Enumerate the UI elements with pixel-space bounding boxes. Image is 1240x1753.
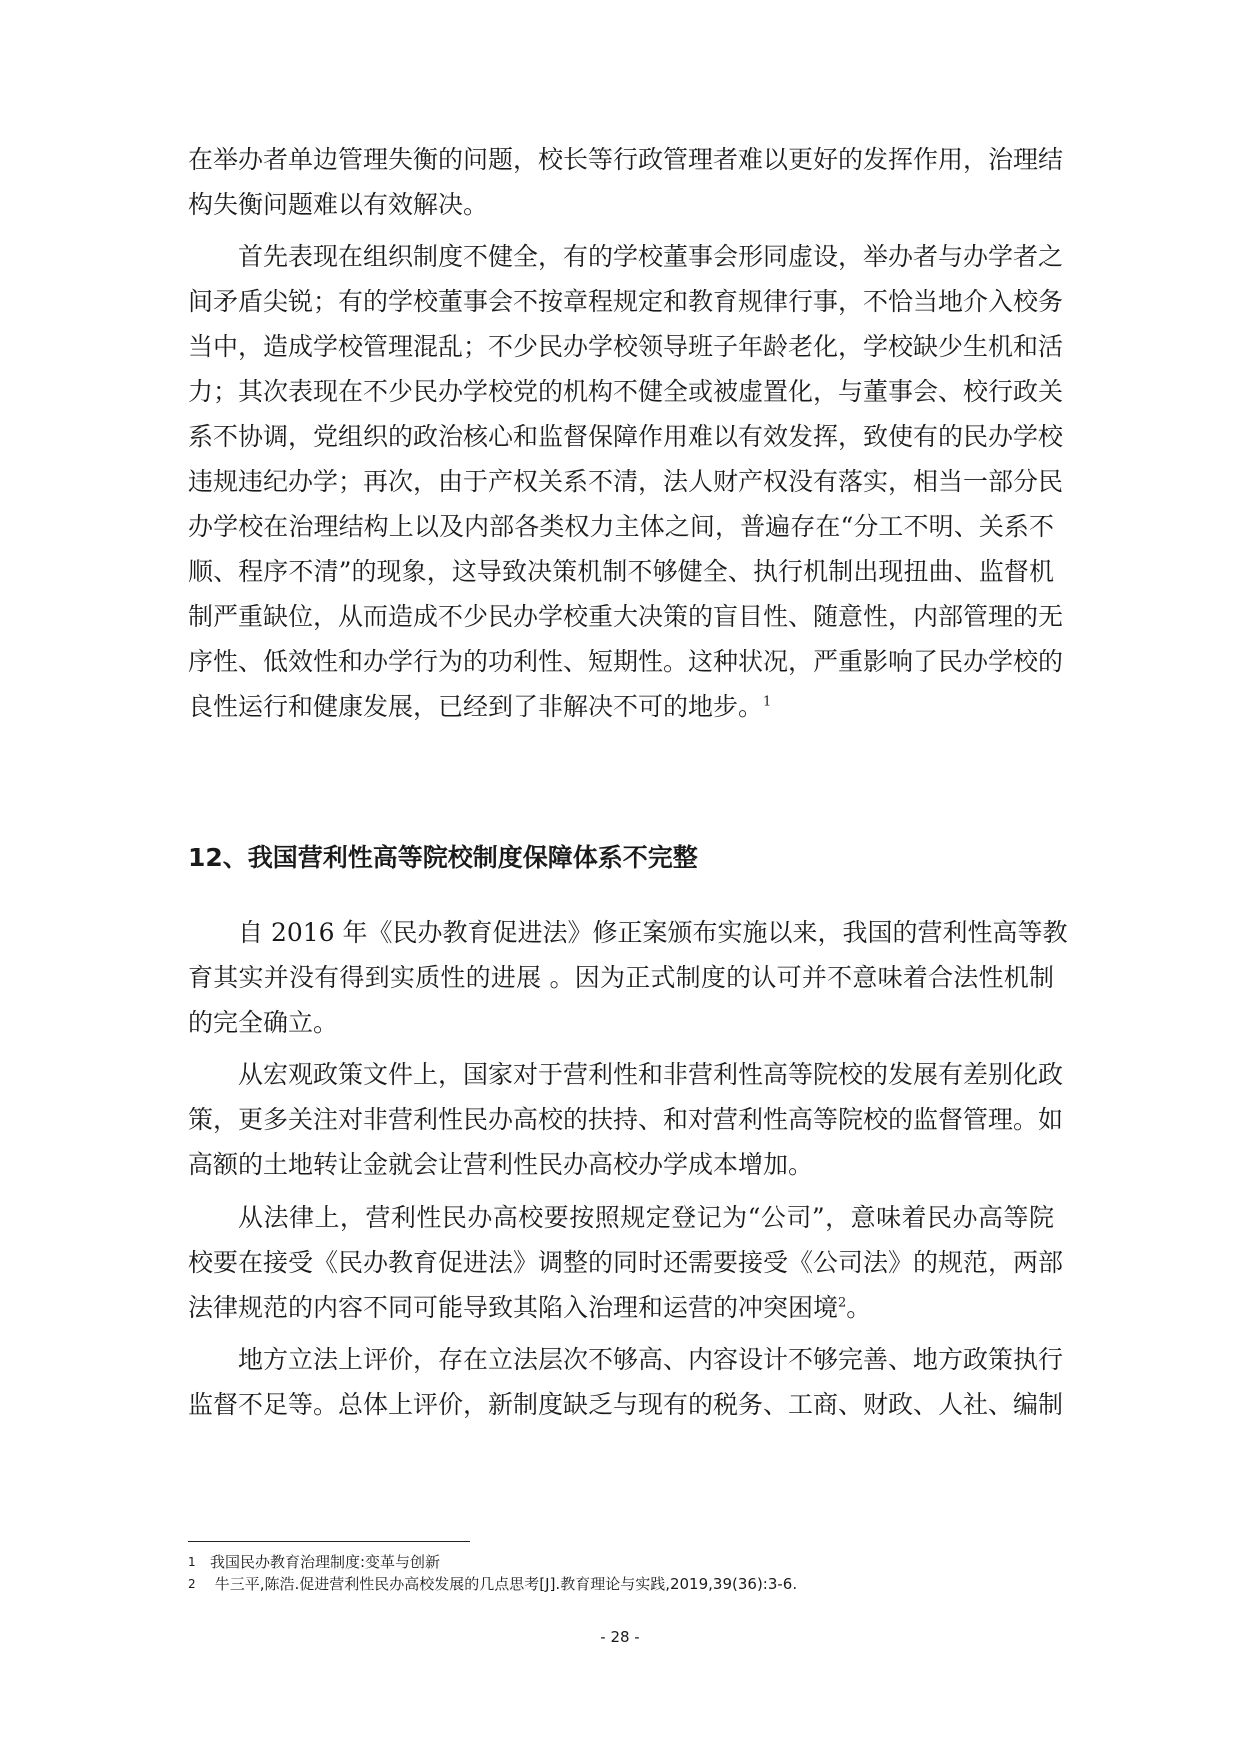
page-number: - 28 - (600, 1628, 640, 1646)
text-line: 间矛盾尖锐；有的学校董事会不按章程规定和教育规律行事，不恰当地介入校务 (188, 287, 1064, 316)
text-line: 首先表现在组织制度不健全，有的学校董事会形同虚设，举办者与办学者之 (238, 242, 1064, 271)
text-line-last (188, 1288, 871, 1328)
text-tail: 。 (846, 1293, 872, 1322)
text-line: 力；其次表现在不少民办学校党的机构不健全或被虚置化，与董事会、校行政关 (188, 377, 1064, 406)
text-line: 地方立法上评价，存在立法层次不够高、内容设计不够完善、地方政策执行 (238, 1345, 1064, 1374)
text-line: 自 2016 年《民办教育促进法》修正案颁布实施以来，我国的营利性高等教 (238, 918, 1068, 947)
text-line: 良性运行和健康发展，已经到了非解决不可的地步。 (188, 692, 764, 721)
text-line: 高额的土地转让金就会让营利性民办高校办学成本增加。 (188, 1150, 814, 1179)
footnote-2 (188, 1574, 797, 1594)
footnote-number: 2 (188, 1577, 196, 1591)
text-line: 从法律上，营利性民办高校要按照规定登记为“公司”，意味着民办高等院 (238, 1203, 1054, 1232)
text-line: 序性、低效性和办学行为的功利性、短期性。这种状况，严重影响了民办学校的 (188, 647, 1064, 676)
text-line: 在举办者单边管理失衡的问题，校长等行政管理者难以更好的发挥作用，治理结 (188, 145, 1064, 174)
text-line-last (188, 687, 771, 727)
text-line: 顺、程序不清”的现象，这导致决策机制不够健全、执行机制出现扭曲、监督机 (188, 557, 1054, 586)
text-line: 系不协调，党组织的政治核心和监督保障作用难以有效发挥，致使有的民办学校 (188, 422, 1064, 451)
footnote-number: 1 (188, 1555, 196, 1569)
text-line: 的完全确立。 (188, 1008, 339, 1037)
section-heading: 12、我国营利性高等院校制度保障体系不完整 (188, 843, 698, 872)
text-line: 策，更多关注对非营利性民办高校的扶持、和对营利性高等院校的监督管理。如 (188, 1105, 1064, 1134)
text-line: 从宏观政策文件上，国家对于营利性和非营利性高等院校的发展有差别化政 (238, 1060, 1064, 1089)
footnote-ref-1[interactable]: 1 (763, 694, 772, 710)
text-line: 校要在接受《民办教育促进法》调整的同时还需要接受《公司法》的规范，两部 (188, 1248, 1064, 1277)
text-line: 违规违纪办学；再次，由于产权关系不清，法人财产权没有落实，相当一部分民 (188, 467, 1064, 496)
footnote-separator (188, 1541, 470, 1542)
text-line: 法律规范的内容不同可能导致其陷入治理和运营的冲突困境 (188, 1293, 839, 1322)
footnote-ref-2[interactable]: 2 (838, 1295, 847, 1311)
text-line: 构失衡问题难以有效解决。 (188, 190, 489, 219)
footnote-text: 我国民办教育治理制度:变革与创新 (210, 1553, 441, 1571)
text-line: 制严重缺位，从而造成不少民办学校重大决策的盲目性、随意性，内部管理的无 (188, 602, 1064, 631)
footnote-1 (188, 1552, 440, 1572)
text-line: 监督不足等。总体上评价，新制度缺乏与现有的税务、工商、财政、人社、编制 (188, 1390, 1064, 1419)
text-line: 办学校在治理结构上以及内部各类权力主体之间，普遍存在“分工不明、关系不 (188, 512, 1054, 541)
text-line: 当中，造成学校管理混乱；不少民办学校领导班子年龄老化，学校缺少生机和活 (188, 332, 1064, 361)
footnote-text: 牛三平,陈浩.促进营利性民办高校发展的几点思考[J].教育理论与实践,2019,39(36):3-6. (210, 1575, 798, 1593)
text-line: 育其实并没有得到实质性的进展 。因为正式制度的认可并不意味着合法性机制 (188, 963, 1054, 992)
